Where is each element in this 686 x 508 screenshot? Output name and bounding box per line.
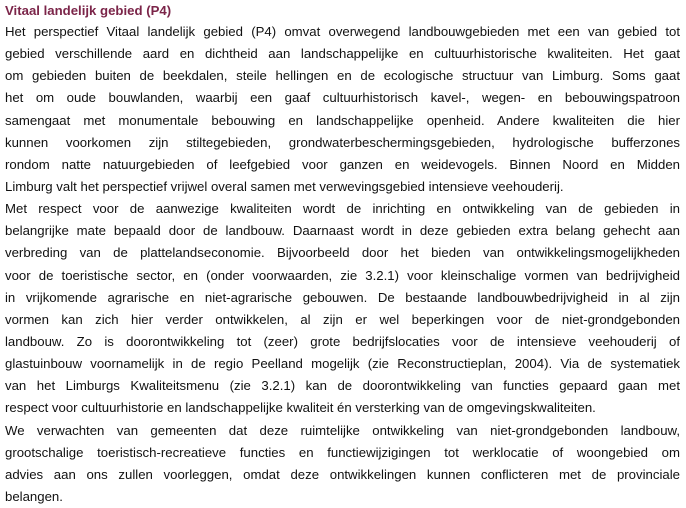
text-line: voor de toeristische sector, en (onder voorwaarden, zie 3.2.1) voor kleinschalige vormen van bedrijvigheid [5, 267, 680, 283]
text-line: We verwachten van gemeenten dat deze ruimtelijke ontwikkeling van niet-grondgebonden landbouw, [5, 422, 680, 438]
text-line: van het Limburgs Kwaliteitsmenu (zie 3.2.1) kan de doorontwikkeling van functies gepaard gaan met [5, 378, 680, 394]
text-line: samengaat met monumentale bebouwing en landschappelijke openheid. Andere kwaliteiten die hier [5, 112, 680, 128]
text-line: om gebieden buiten de beekdalen, steile hellingen en de ecologische structuur van Limburg. Soms gaat [5, 68, 680, 84]
text-line: grootschalige toeristisch-recreatieve functies en functiewijzigingen tot werklocatie of woongebied om [5, 444, 680, 460]
text-line: verbreding van de plattelandseconomie. Bijvoorbeeld door het bieden van ontwikkelingsmogelijkheden [5, 245, 680, 261]
text-line: belangrijke mate bepaald door de landbouw. Daarnaast wordt in deze gebieden extra belang gehecht aan [5, 223, 680, 239]
text-line: landbouw. Zo is doorontwikkeling tot (zeer) grote bedrijfslocaties voor de intensieve veehouderij of [5, 333, 680, 349]
text-line: Het perspectief Vitaal landelijk gebied (P4) omvat overwegend landbouwgebieden met een van gebied tot [5, 24, 680, 39]
text-line: rondom natte natuurgebieden of leefgebied voor ganzen en weidevogels. Binnen Noord en Midden [5, 156, 680, 172]
text-line: vormen kan zich hier verder ontwikkelen, al zijn er wel beperkingen voor de niet-grondgebonden [5, 311, 680, 327]
text-line: gebied verschillende aard en dichtheid aan landschappelijke en cultuurhistorische kwaliteiten. Het gaat [5, 46, 680, 62]
paragraph-perspective-description [5, 21, 680, 198]
text-line: advies aan ons zullen voorleggen, omdat deze ontwikkelingen kunnen conflicteren met de provinciale [5, 466, 680, 482]
text-line: kunnen voorkomen zijn stiltegebieden, grondwaterbeschermingsgebieden, hydrologische bufferzones [5, 134, 680, 150]
text-line: respect voor cultuurhistorie en landschappelijke kwaliteit én versterking van de omgevingskwaliteiten. [5, 400, 596, 416]
text-line: in vrijkomende agrarische en niet-agrarische gebouwen. De bestaande landbouwbedrijvigheid in al zijn [5, 289, 680, 305]
text-line: Met respect voor de aanwezige kwaliteiten wordt de inrichting en ontwikkeling van de gebieden in [5, 201, 680, 217]
text-line: het om oude bouwlanden, waarbij een gaaf cultuurhistorisch kavel-, wegen- en bebouwingspatroon [5, 90, 680, 106]
section-heading: Vitaal landelijk gebied (P4) [5, 3, 172, 18]
text-line: Limburg valt het perspectief vrijwel overal samen met verwevingsgebied intensieve veehouderij. [5, 178, 564, 194]
text-line: belangen. [5, 488, 63, 504]
text-line: glastuinbouw voornamelijk in de regio Peelland mogelijk (zie Reconstructieplan, 2004). Via de systematiek [5, 356, 680, 372]
paragraph-municipal-advice [5, 420, 680, 508]
paragraph-development-policy [5, 198, 680, 419]
document-page [5, 1, 680, 508]
